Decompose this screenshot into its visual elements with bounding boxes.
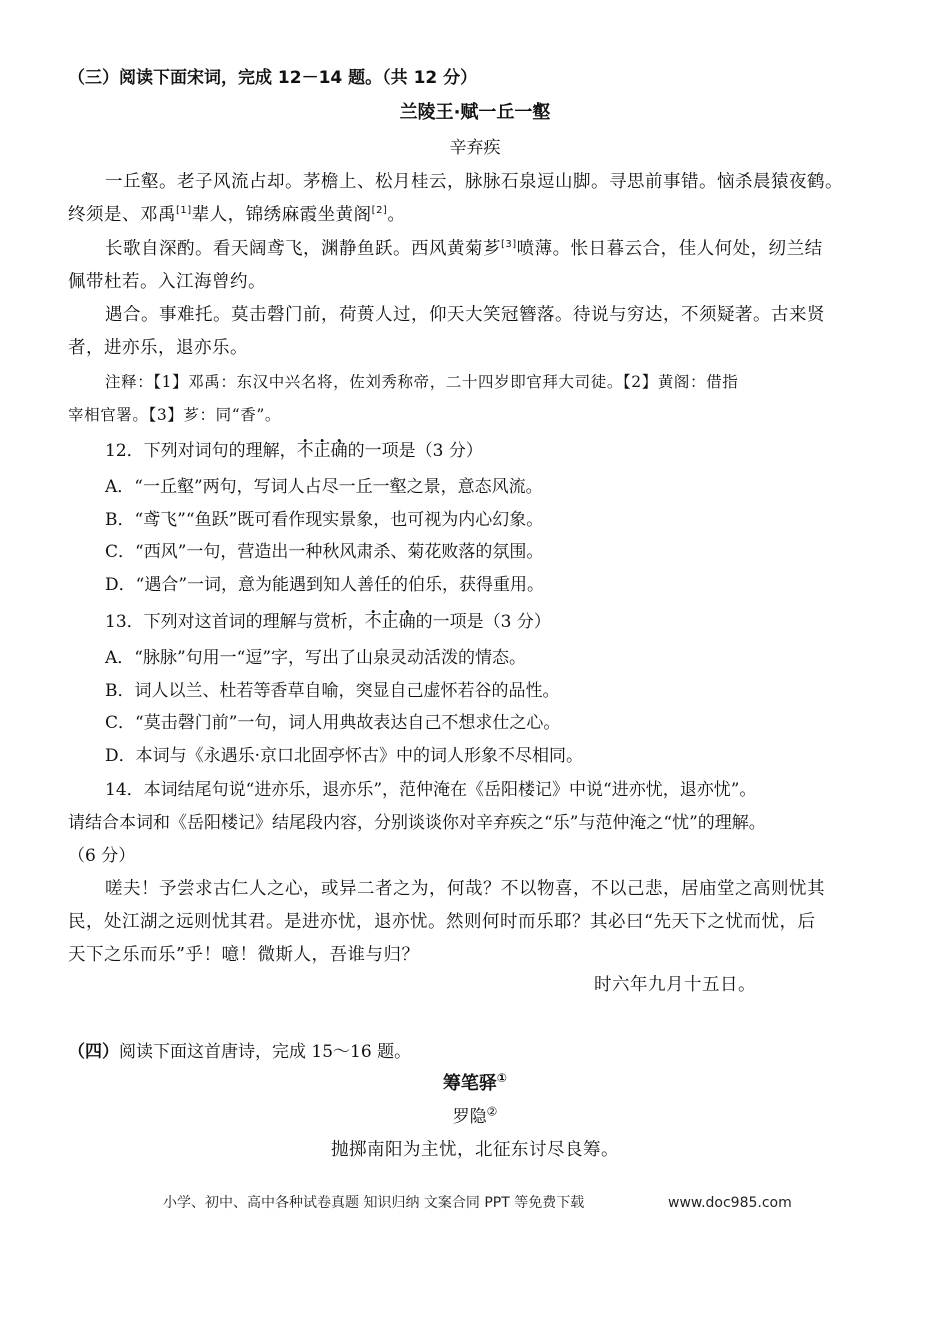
footer-url[interactable]: www.doc985.com xyxy=(668,1195,792,1211)
q13-option-b: B．词人以兰、杜若等香草自喻，突显自己虚怀若谷的品性。 xyxy=(105,681,560,701)
poem-title: 兰陵王·赋一丘一壑 xyxy=(399,102,551,123)
section4-header xyxy=(68,1040,411,1064)
stanza1-text-c: 。 xyxy=(387,205,406,225)
question-13-stem xyxy=(105,610,551,634)
stanza2-text-b: 喷薄。怅日暮云合，佳人何处，纫兰结 xyxy=(516,239,823,259)
q12-option-a: A．“一丘壑”两句，写词人占尽一丘一壑之景，意态风流。 xyxy=(105,477,543,497)
stanza1-line2 xyxy=(68,203,405,227)
section4-header-label: （四） xyxy=(68,1042,119,1062)
question-14-line3: （6 分） xyxy=(68,846,136,866)
section4-header-text: 阅读下面这首唐诗，完成 15～16 题。 xyxy=(119,1042,412,1062)
poem2-author xyxy=(0,1105,950,1129)
poem2-title-text: 筹笔驿 xyxy=(442,1073,497,1094)
section3-header: （三）阅读下面宋词，完成 12－14 题。（共 12 分） xyxy=(68,68,478,88)
q12-stem-pre: 12．下列对词句的理解， xyxy=(105,441,297,461)
annotation-line1: 注释：【1】邓禹：东汉中兴名将，佐刘秀称帝，二十四岁即官拜大司徒。【2】黄阁：借指 xyxy=(105,373,739,391)
q13-option-a: A．“脉脉”句用一“逗”字，写出了山泉灵动活泼的情态。 xyxy=(105,648,527,668)
stanza3-line1: 遇合。事难托。莫击磬门前，荷蒉人过，仰天大笑冠簪落。待说与穷达，不须疑著。古来贤 xyxy=(105,305,825,325)
stanza1-line1: 一丘壑。老子风流占却。茅檐上、松月桂云，脉脉石泉逗山脚。寻思前事错。恼杀晨猿夜鹤。 xyxy=(105,172,843,192)
poem-author: 辛弃疾 xyxy=(449,138,501,158)
footnote-ref-2: [2] xyxy=(371,205,388,217)
poem2-line1: 抛掷南阳为主忧，北征东讨尽良筹。 xyxy=(331,1140,619,1160)
passage-date: 时六年九月十五日。 xyxy=(594,975,756,995)
q12-option-c: C．“西风”一句，营造出一种秋风肃杀、菊花败落的氛围。 xyxy=(105,542,544,562)
passage-line3: 天下之乐而乐”乎！噫！微斯人，吾谁与归？ xyxy=(68,945,420,965)
poem2-author-text: 罗隐 xyxy=(452,1107,487,1127)
q12-stem-post: 的一项是（3 分） xyxy=(347,441,483,461)
stanza1-text-b: 辈人，锦绣麻霞坐黄阁 xyxy=(191,205,372,225)
q13-option-c: C．“莫击磬门前”一句，词人用典故表达自己不想求仕之心。 xyxy=(105,713,561,733)
poem2-title xyxy=(0,1072,950,1096)
stanza1-text-a: 终须是、邓禹 xyxy=(68,205,176,225)
poem2-title-note: ① xyxy=(496,1071,508,1085)
stanza3-line2: 者，进亦乐，退亦乐。 xyxy=(68,338,248,358)
q12-option-d: D．“遇合”一词，意为能遇到知人善任的伯乐，获得重用。 xyxy=(105,575,545,595)
q12-option-b: B．“鸢飞”“鱼跃”既可看作现实景象，也可视为内心幻象。 xyxy=(105,510,544,530)
passage-line2: 民，处江湖之远则忧其君。是进亦忧，退亦忧。然则何时而乐耶？其必曰“先天下之忧而忧，后 xyxy=(68,912,816,932)
q13-emphasis-char: 确 xyxy=(398,612,416,632)
question-14-line2: 请结合本词和《岳阳楼记》结尾段内容，分别谈谈你对辛弃疾之“乐”与范仲淹之“忧”的理解。 xyxy=(68,813,766,833)
q13-stem-pre: 13．下列对这首词的理解与赏析， xyxy=(105,612,365,632)
poem2-author-note: ② xyxy=(486,1104,498,1119)
stanza2-text-a: 长歌自深酌。看天阔鸢飞，渊静鱼跃。西风黄菊芗 xyxy=(105,239,501,259)
stanza2-line1 xyxy=(105,237,823,261)
footer-text: 小学、初中、高中各种试卷真题 知识归纳 文案合同 PPT 等免费下载 xyxy=(163,1195,585,1211)
annotation-line2: 宰相官署。【3】芗：同“香”。 xyxy=(68,406,281,424)
stanza2-line2: 佩带杜若。入江海曾约。 xyxy=(68,272,266,292)
footnote-ref-1: [1] xyxy=(176,205,192,217)
q13-emphasis-char: 正 xyxy=(381,612,399,632)
q13-option-d: D．本词与《永遇乐·京口北固亭怀古》中的词人形象不尽相同。 xyxy=(105,746,584,766)
q12-emphasis-char: 确 xyxy=(330,441,348,461)
footnote-ref-3: [3] xyxy=(501,239,517,251)
q13-emphasis-char: 不 xyxy=(364,612,382,632)
q12-emphasis-char: 不 xyxy=(296,441,314,461)
q12-emphasis-char: 正 xyxy=(313,441,331,461)
question-14-line1: 14．本词结尾句说“进亦乐，退亦乐”，范仲淹在《岳阳楼记》中说“进亦忧，退亦忧”。 xyxy=(105,780,757,800)
passage-line1: 嗟夫！予尝求古仁人之心，或异二者之为，何哉？不以物喜，不以己悲，居庙堂之高则忧其 xyxy=(105,879,825,899)
question-12-stem xyxy=(105,439,483,463)
q13-stem-post: 的一项是（3 分） xyxy=(415,612,551,632)
